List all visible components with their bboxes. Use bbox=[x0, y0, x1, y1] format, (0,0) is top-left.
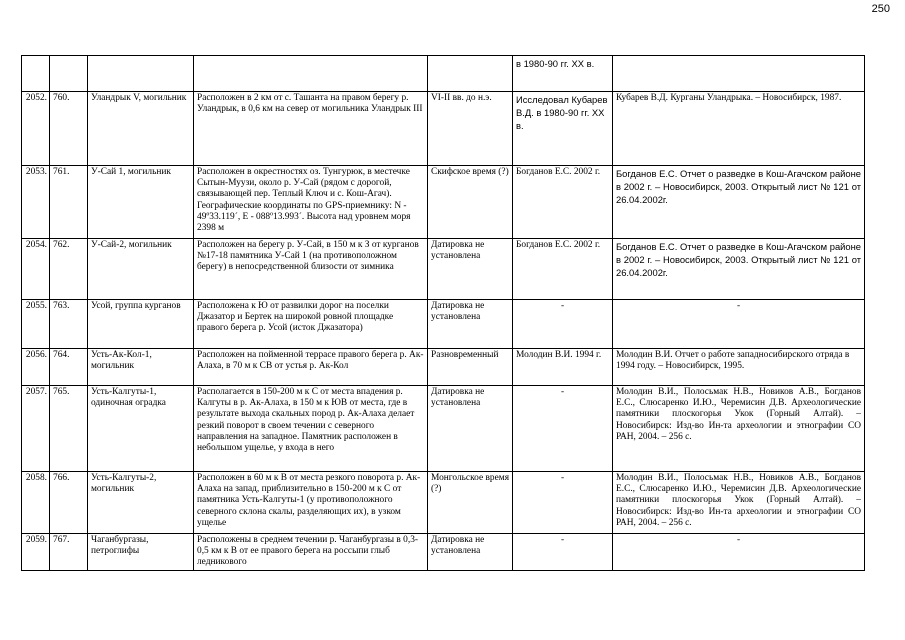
monument-location: Расположен на пойменной террасе правого берега р. Ак-Алаха, в 70 м к СВ от устья р. Ак-Кол bbox=[194, 349, 428, 386]
monument-name: Усть-Ак-Кол-1, могильник bbox=[88, 349, 194, 386]
monument-literature: Молодин В.И., Полосьмак Н.В., Новиков А.В., Богданов Е.С., Слюсаренко И.Ю., Черемисин Д.В. Археологические памятники плоскогорья Укок (Горный Алтай). – Новосибирск: Изд-во Ин-та археологии и этнографии СО РАН, 2004. – 256 с. bbox=[613, 472, 865, 534]
monument-date: Датировка не установлена bbox=[428, 300, 513, 349]
row-number: 2052. bbox=[22, 92, 50, 166]
monument-name: Чаганбургазы, петроглифы bbox=[88, 534, 194, 571]
monument-id: 766. bbox=[50, 472, 88, 534]
monument-name: Усть-Калгуты-1, одиночная оградка bbox=[88, 386, 194, 472]
monument-researcher: - bbox=[513, 472, 613, 534]
monument-researcher: - bbox=[513, 534, 613, 571]
monument-location: Расположен в 60 м к В от места резкого поворота р. Ак-Алаха на запад, приблизительно в 150-200 м к С от памятника Усть-Калгуты-1 (у противоположного северного склона скалы, разделяющих их), в узком ущелье bbox=[194, 472, 428, 534]
table-row bbox=[22, 92, 865, 166]
monument-name: Усть-Калгуты-2, могильник bbox=[88, 472, 194, 534]
monument-location: Расположен в 2 км от с. Ташанта на правом берегу р. Уландрык, в 0,6 км на север от могильника Уландрык III bbox=[194, 92, 428, 166]
monument-location: Расположен в окрестностях оз. Тунгурюк, в местечке Сытын-Муузи, около р. У-Сай (рядом с дорогой, связывающей пер. Теплый Ключ и с. Кош-Агач). Географические координаты по GPS-приемнику: N - 49º33.119´, E - 088º13.993´. Высота над уровнем моря 2398 м bbox=[194, 166, 428, 239]
monument-date: Монгольское время (?) bbox=[428, 472, 513, 534]
monument-literature: Молодин В.И. Отчет о работе западносибирского отряда в 1994 году. – Новосибирск, 1995. bbox=[613, 349, 865, 386]
table-row bbox=[22, 166, 865, 239]
row-number: 2054. bbox=[22, 239, 50, 300]
table-row bbox=[22, 56, 865, 92]
monument-location bbox=[194, 56, 428, 92]
table-row bbox=[22, 349, 865, 386]
table-row bbox=[22, 386, 865, 472]
table-row bbox=[22, 300, 865, 349]
monument-id: 765. bbox=[50, 386, 88, 472]
monument-location: Располагается в 150-200 м к С от места впадения р. Калгуты в р. Ак-Алаха, в 150 м к ЮВ от места, где в результате выхода скальных пород р. Ак-Алаха делает резкий поворот в своем течении с северного направления на западное. Памятник расположен в небольшом ущелье, у входа в него bbox=[194, 386, 428, 472]
row-number: 2055. bbox=[22, 300, 50, 349]
monument-location: Расположен на берегу р. У-Сай, в 150 м к З от курганов №17-18 памятника У-Сай 1 (на противоположном берегу) в непосредственной близости от зимника bbox=[194, 239, 428, 300]
monument-date: Датировка не установлена bbox=[428, 534, 513, 571]
row-number bbox=[22, 56, 50, 92]
monument-name: Усой, группа курганов bbox=[88, 300, 194, 349]
row-number: 2058. bbox=[22, 472, 50, 534]
monument-date: VI-II вв. до н.э. bbox=[428, 92, 513, 166]
row-number: 2053. bbox=[22, 166, 50, 239]
monument-id: 767. bbox=[50, 534, 88, 571]
monument-literature: Богданов Е.С. Отчет о разведке в Кош-Агачском районе в 2002 г. – Новосибирск, 2003. Открытый лист № 121 от 26.04.2002г. bbox=[613, 166, 865, 239]
monument-literature bbox=[613, 56, 865, 92]
table-row bbox=[22, 239, 865, 300]
monument-literature: - bbox=[613, 534, 865, 571]
monument-date: Скифское время (?) bbox=[428, 166, 513, 239]
monument-literature: Кубарев В.Д. Курганы Уландрыка. – Новосибирск, 1987. bbox=[613, 92, 865, 166]
monument-date bbox=[428, 56, 513, 92]
monument-name bbox=[88, 56, 194, 92]
monument-id: 760. bbox=[50, 92, 88, 166]
monument-date: Датировка не установлена bbox=[428, 386, 513, 472]
monument-id: 764. bbox=[50, 349, 88, 386]
monument-id: 761. bbox=[50, 166, 88, 239]
monument-literature: Богданов Е.С. Отчет о разведке в Кош-Агачском районе в 2002 г. – Новосибирск, 2003. Открытый лист № 121 от 26.04.2002г. bbox=[613, 239, 865, 300]
row-number: 2057. bbox=[22, 386, 50, 472]
monument-location: Расположена к Ю от развилки дорог на поселки Джазатор и Бертек на широкой ровной площадке правого берега р. Усой (исток Джазатора) bbox=[194, 300, 428, 349]
monument-id: 762. bbox=[50, 239, 88, 300]
monument-id bbox=[50, 56, 88, 92]
monument-date: Разновременный bbox=[428, 349, 513, 386]
monument-researcher: Молодин В.И. 1994 г. bbox=[513, 349, 613, 386]
monument-researcher: - bbox=[513, 386, 613, 472]
monument-researcher: - bbox=[513, 300, 613, 349]
table-row bbox=[22, 534, 865, 571]
row-number: 2056. bbox=[22, 349, 50, 386]
monument-name: У-Сай-2, могильник bbox=[88, 239, 194, 300]
monument-literature: Молодин В.И., Полосьмак Н.В., Новиков А.В., Богданов Е.С., Слюсаренко И.Ю., Черемисин Д.В. Археологические памятники плоскогорья Укок (Горный Алтай). – Новосибирск: Изд-во Ин-та археологии и этнографии СО РАН, 2004. – 256 с. bbox=[613, 386, 865, 472]
monuments-table bbox=[21, 55, 865, 571]
monument-researcher: Богданов Е.С. 2002 г. bbox=[513, 166, 613, 239]
monument-researcher: Богданов Е.С. 2002 г. bbox=[513, 239, 613, 300]
monument-name: Уландрык V, могильник bbox=[88, 92, 194, 166]
monument-literature: - bbox=[613, 300, 865, 349]
table-row bbox=[22, 472, 865, 534]
monument-id: 763. bbox=[50, 300, 88, 349]
row-number: 2059. bbox=[22, 534, 50, 571]
monument-name: У-Сай 1, могильник bbox=[88, 166, 194, 239]
monument-researcher: в 1980-90 гг. XX в. bbox=[513, 56, 613, 92]
monument-researcher: Исследовал Кубарев В.Д. в 1980-90 гг. XX в. bbox=[513, 92, 613, 166]
monument-location: Расположены в среднем течении р. Чаганбургазы в 0,3-0,5 км к В от ее правого берега на россыпи глыб ледникового bbox=[194, 534, 428, 571]
page-number: 250 bbox=[871, 3, 890, 15]
monument-date: Датировка не установлена bbox=[428, 239, 513, 300]
